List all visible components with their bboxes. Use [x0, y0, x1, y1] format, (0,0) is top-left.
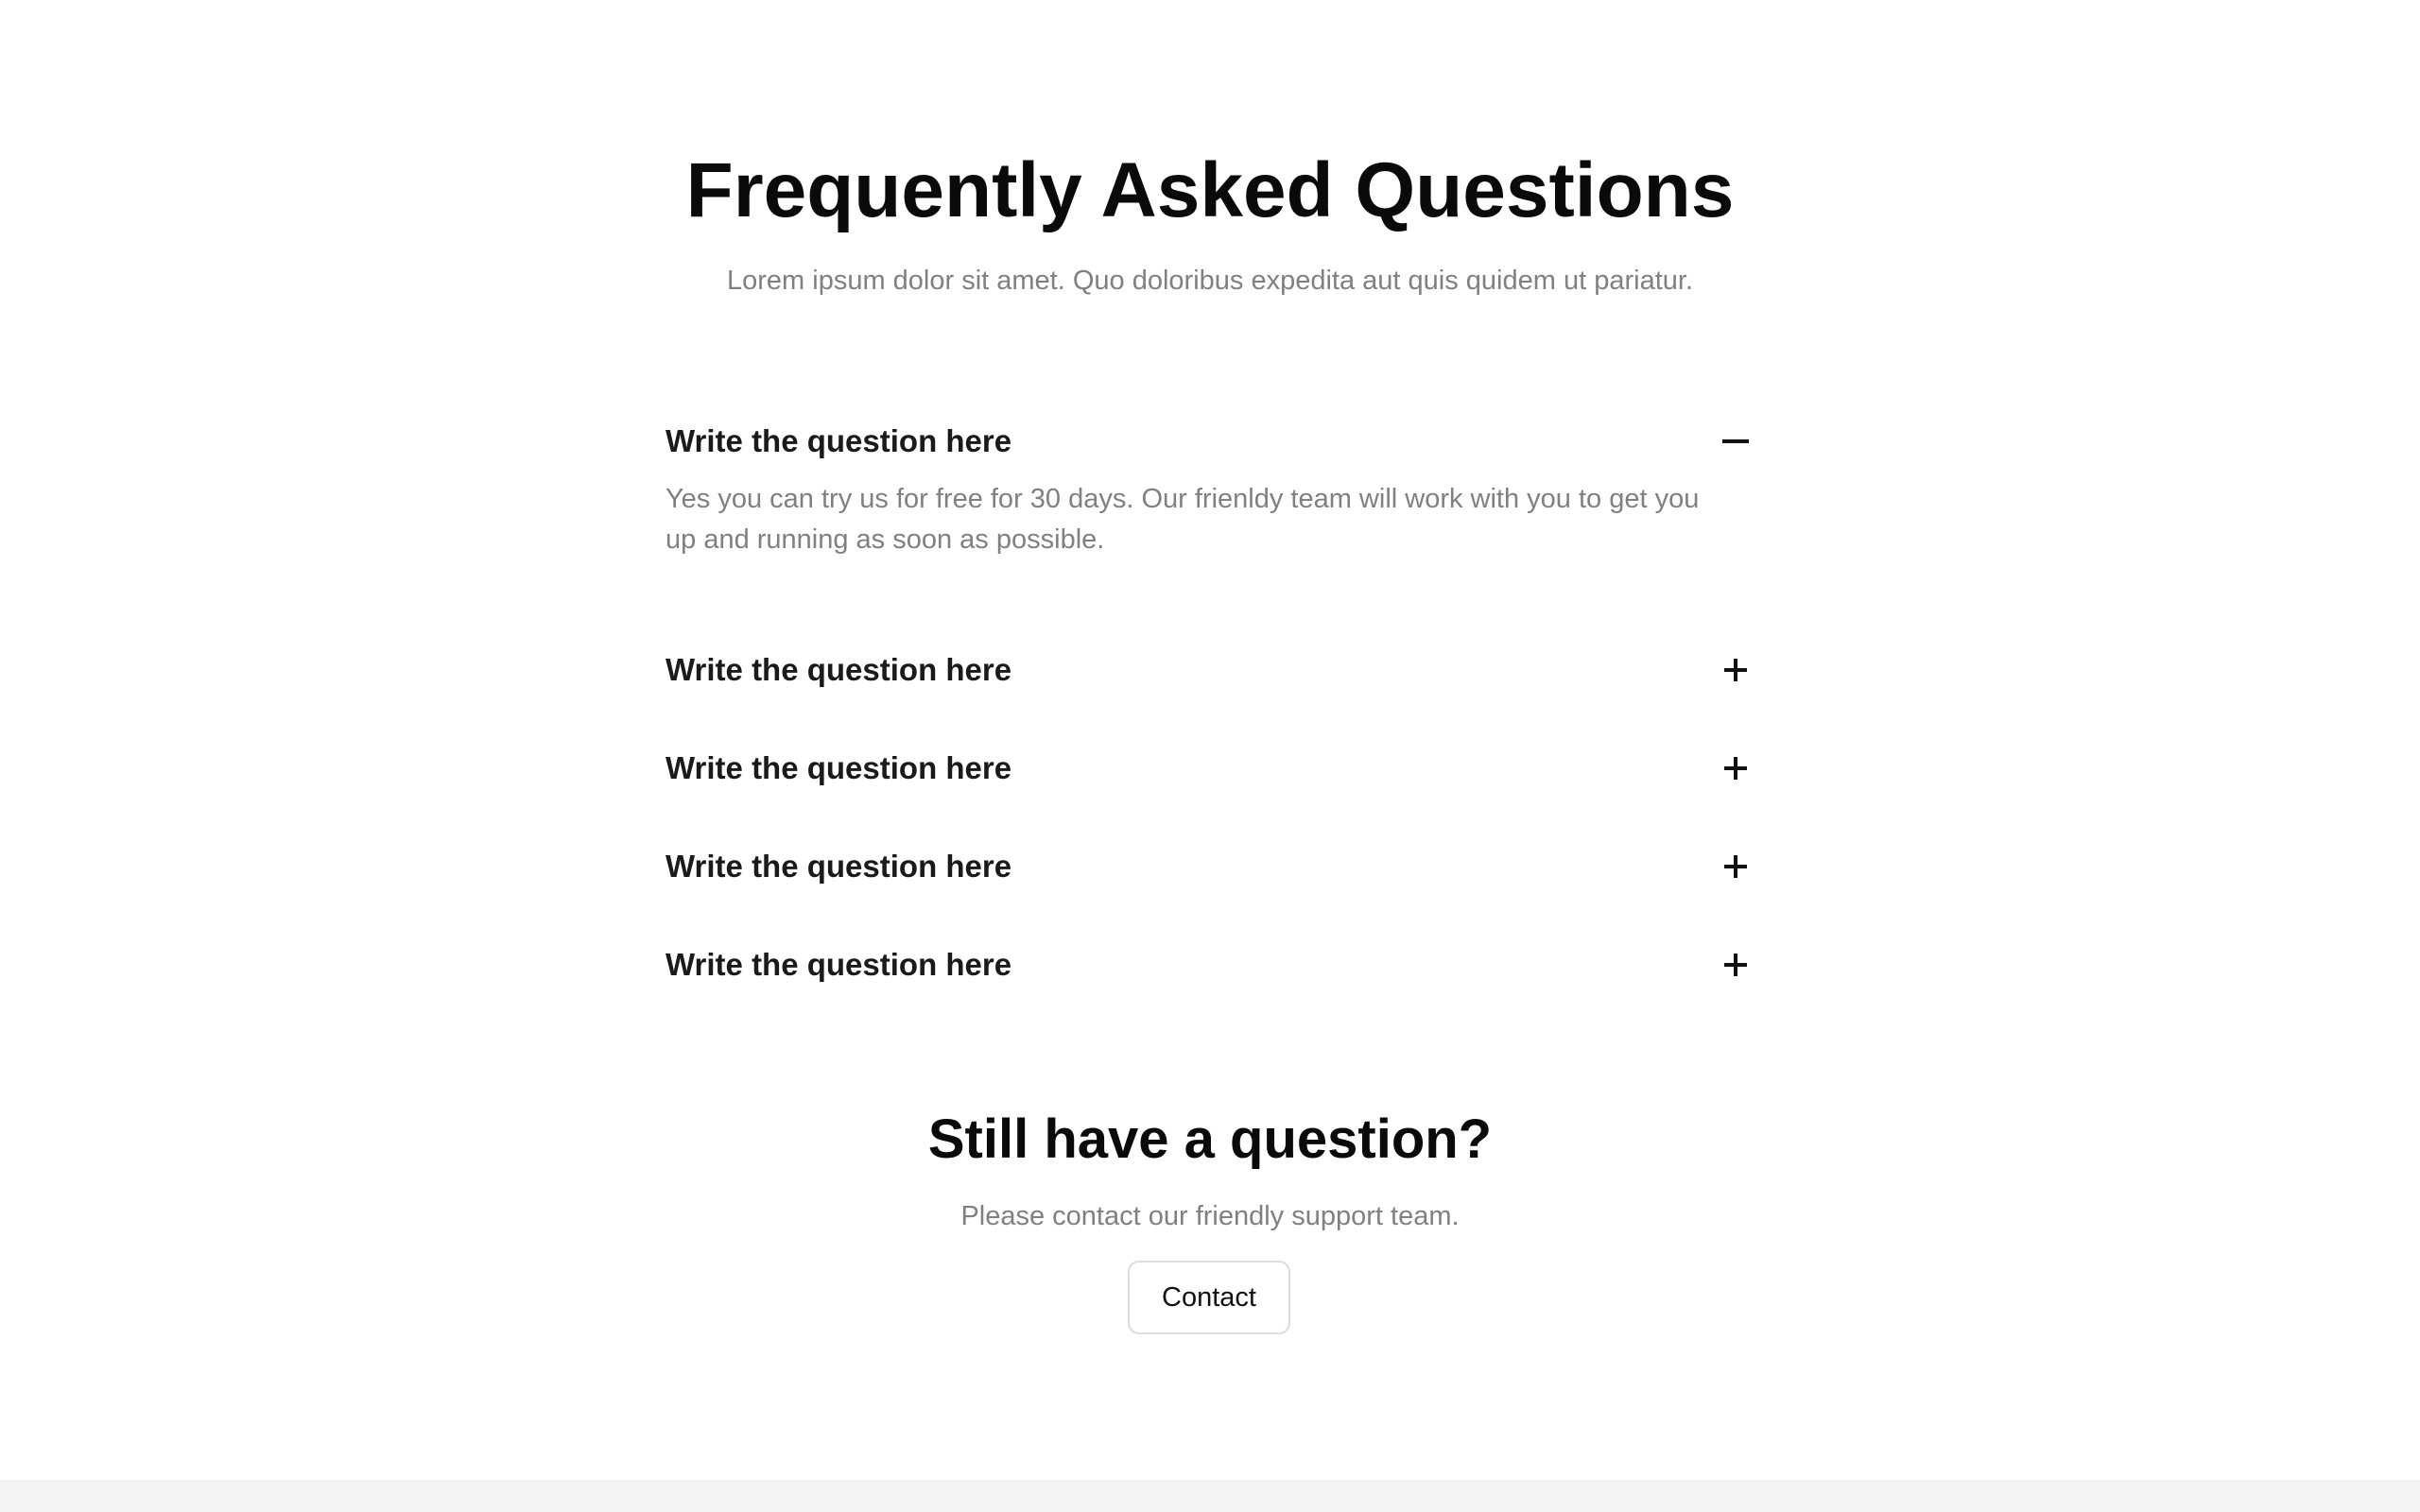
contact-button[interactable]: Contact	[1128, 1261, 1290, 1334]
faq-question-toggle[interactable]	[666, 844, 1754, 889]
minus-icon[interactable]	[1717, 422, 1754, 460]
faq-question-toggle[interactable]	[666, 942, 1754, 988]
plus-icon[interactable]	[1717, 946, 1754, 984]
faq-question-text: Write the question here	[666, 652, 1012, 687]
faq-question-text: Write the question here	[666, 947, 1012, 982]
page-title: Frequently Asked Questions	[685, 147, 1735, 233]
footer-band	[0, 1480, 2420, 1512]
plus-icon[interactable]	[1717, 749, 1754, 787]
faq-question-text: Write the question here	[666, 849, 1012, 884]
faq-question-toggle[interactable]	[666, 647, 1754, 693]
faq-question-toggle[interactable]	[666, 419, 1754, 464]
page-subtitle: Lorem ipsum dolor sit amet. Quo doloribus expedita aut quis quidem ut pariatur.	[727, 266, 1693, 296]
faq-question-toggle[interactable]	[666, 746, 1754, 791]
faq-list	[666, 0, 1754, 1040]
cta-subtitle: Please contact our friendly support team.	[960, 1201, 1460, 1231]
faq-question-text: Write the question here	[666, 750, 1012, 785]
plus-icon[interactable]	[1717, 651, 1754, 689]
cta-title: Still have a question?	[927, 1108, 1493, 1170]
plus-icon[interactable]	[1717, 848, 1754, 885]
faq-question-text: Write the question here	[666, 423, 1012, 458]
faq-answer: Yes you can try us for free for 30 days. Our frienldy team will work with you to get you up and running as soon as possible.	[666, 484, 1700, 555]
